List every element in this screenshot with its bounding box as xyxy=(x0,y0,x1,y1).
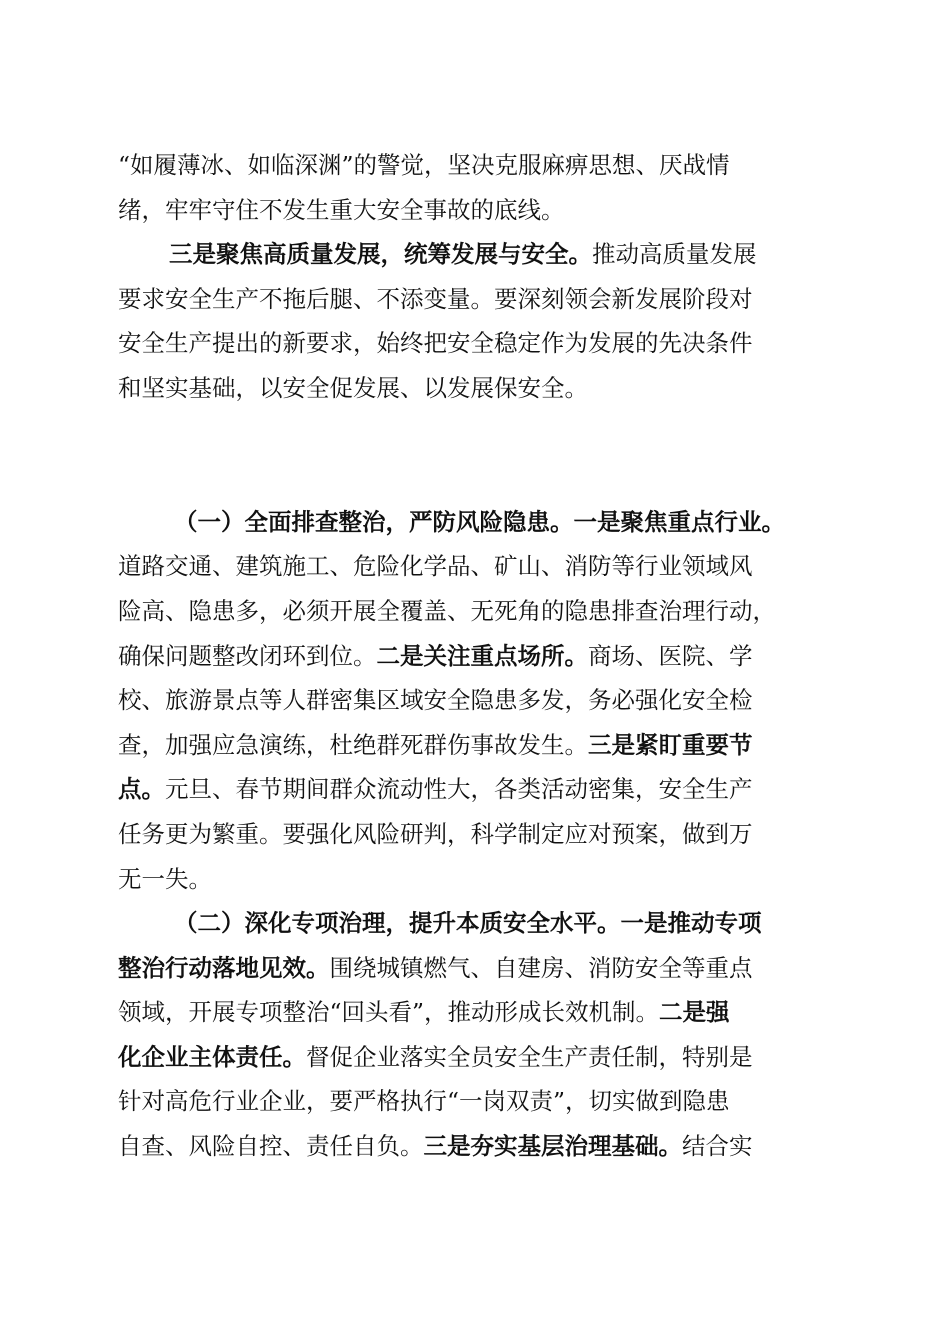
text-line xyxy=(118,812,834,857)
text-line xyxy=(118,634,834,679)
bold-lead: （一）全面排查整治，严防风险隐患。一是聚焦重点行业。 xyxy=(174,507,785,536)
text: 险高、隐患多，必须开展全覆盖、无死角的隐患排查治理行动， xyxy=(118,596,776,625)
subsection-heading xyxy=(118,901,834,946)
text: 查，加强应急演练，杜绝群死群伤事故发生。 xyxy=(118,730,588,759)
document-page xyxy=(118,143,834,1169)
text-line xyxy=(118,990,834,1035)
text: 结合实 xyxy=(682,1132,753,1161)
bold-lead: 三是紧盯重要节 xyxy=(588,730,753,759)
text-line xyxy=(118,1079,834,1124)
text-line xyxy=(118,544,834,589)
text-line xyxy=(118,232,834,277)
text-line xyxy=(118,678,834,723)
text-line xyxy=(118,723,834,768)
bold-lead: 二是关注重点场所。 xyxy=(376,641,588,670)
text: 要求安全生产不拖后腿、不添变量。要深刻领会新发展阶段对 xyxy=(118,284,753,313)
text-line xyxy=(118,946,834,991)
bold-lead: 二是强 xyxy=(659,998,730,1027)
text-line xyxy=(118,589,834,634)
text-line xyxy=(118,857,834,902)
text: 绪，牢牢守住不发生重大安全事故的底线。 xyxy=(118,195,565,224)
text-line xyxy=(118,1035,834,1080)
section-heading xyxy=(118,411,834,456)
text: 围绕城镇燃气、自建房、消防安全等重点 xyxy=(329,953,753,982)
text-line xyxy=(118,277,834,322)
text: 道路交通、建筑施工、危险化学品、矿山、消防等行业领域风 xyxy=(118,552,753,581)
bold-lead: 三是夯实基层治理基础。 xyxy=(423,1132,682,1161)
text-line xyxy=(118,143,834,188)
text-line xyxy=(118,366,834,411)
text: 督促企业落实全员安全生产责任制，特别是 xyxy=(306,1042,753,1071)
text: 安全生产提出的新要求，始终把安全稳定作为发展的先决条件 xyxy=(118,329,753,358)
text: 确保问题整改闭环到位。 xyxy=(118,641,377,670)
bold-lead: 点。 xyxy=(118,775,165,804)
bold-lead: （二）深化专项治理，提升本质安全水平。一是推动专项 xyxy=(174,909,762,938)
text-line xyxy=(118,767,834,812)
bold-lead: 三是聚焦高质量发展，统筹发展与安全。 xyxy=(169,240,592,269)
bold-lead: 化企业主体责任。 xyxy=(118,1042,306,1071)
text: 校、旅游景点等人群密集区域安全隐患多发，务必强化安全检 xyxy=(118,686,753,715)
text: 商场、医院、学 xyxy=(588,641,753,670)
text: “如履薄冰、如临深渊”的警觉，坚决克服麻痹思想、厌战情 xyxy=(118,151,730,179)
text-line xyxy=(118,188,834,233)
text: 针对高危行业企业，要严格执行“一岗双责”，切实做到隐患 xyxy=(118,1087,730,1116)
text-line xyxy=(118,1124,834,1169)
text: 领域，开展专项整治“回头看”，推动形成长效机制。 xyxy=(118,998,660,1027)
text-line xyxy=(118,321,834,366)
bold-lead: 整治行动落地见效。 xyxy=(118,953,330,982)
text: 任务更为繁重。要强化风险研判，科学制定应对预案，做到万 xyxy=(118,819,753,848)
text: 推动高质量发展 xyxy=(592,240,757,269)
subsection-heading xyxy=(118,500,834,545)
text: 无一失。 xyxy=(118,864,212,893)
text: 和坚实基础，以安全促发展、以发展保安全。 xyxy=(118,373,588,402)
text: 自查、风险自控、责任自负。 xyxy=(118,1132,424,1161)
section-heading xyxy=(118,455,834,500)
text: 元旦、春节期间群众流动性大，各类活动密集，安全生产 xyxy=(165,775,753,804)
